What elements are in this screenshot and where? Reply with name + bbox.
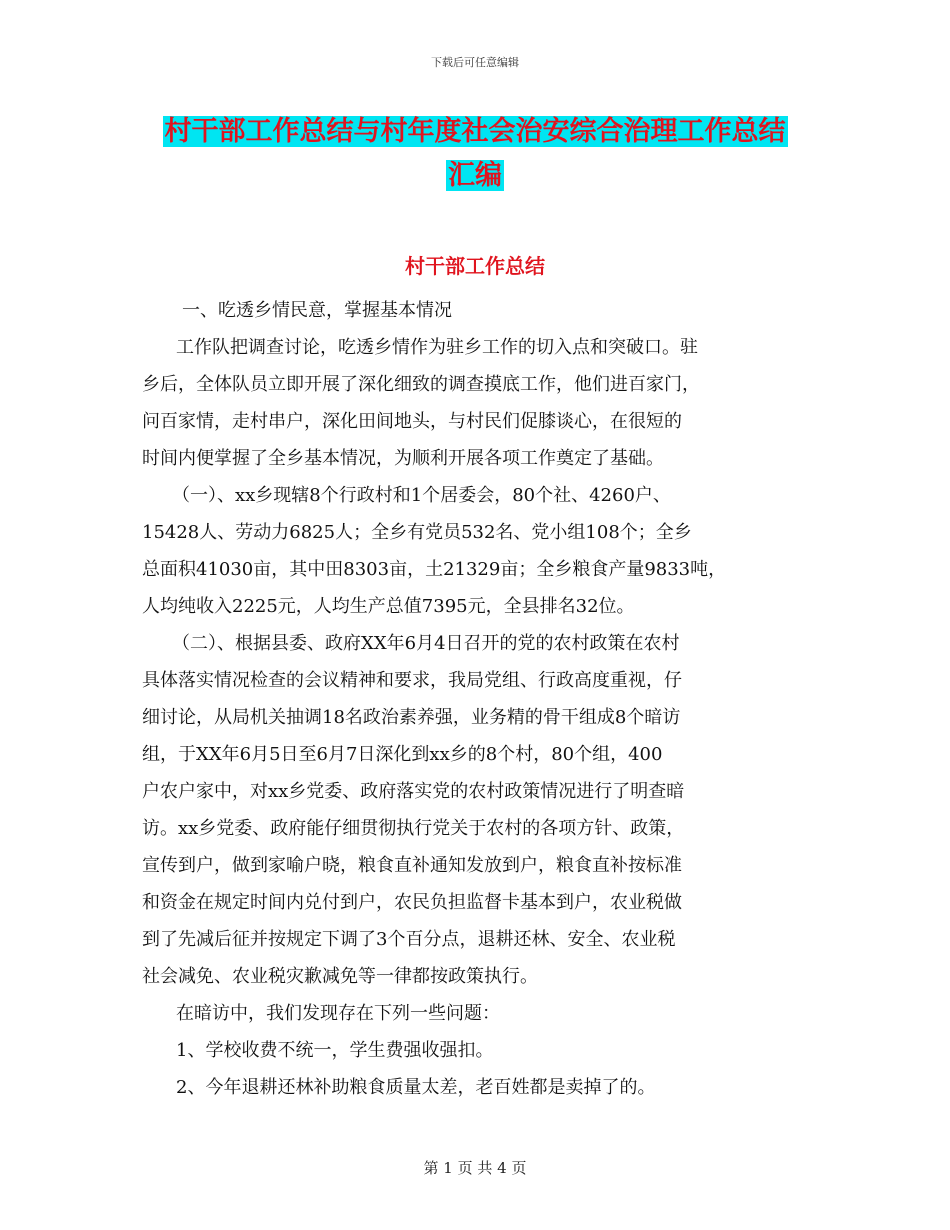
document-title-line-1: 村干部工作总结与村年度社会治安综合治理工作总结	[164, 116, 786, 147]
paragraph-line: 具体落实情况检查的会议精神和要求，我局党组、行政高度重视，仔	[142, 670, 682, 691]
paragraph-line: 2、今年退耕还林补助粮食质量太差，老百姓都是卖掉了的。	[176, 1077, 656, 1098]
paragraph-line: 人均纯收入2225元，人均生产总值7395元，全县排名32位。	[142, 596, 635, 617]
paragraph-line: 在暗访中，我们发现存在下列一些问题：	[176, 1003, 500, 1024]
paragraph-line: 和资金在规定时间内兑付到户，农民负担监督卡基本到户，农业税做	[142, 892, 682, 913]
paragraph-line: （二）、根据县委、政府XX年6月4日召开的党的农村政策在农村	[172, 633, 680, 654]
page-header-note: 下载后可任意编辑	[431, 56, 519, 69]
paragraph-line: 问百家情，走村串户，深化田间地头，与村民们促膝谈心，在很短的	[142, 411, 682, 432]
paragraph-line: 总面积41030亩，其中田8303亩，土21329亩；全乡粮食产量9833吨，	[142, 559, 727, 580]
paragraph-line: 社会减免、农业税灾歉减免等一律都按政策执行。	[142, 966, 538, 987]
paragraph-line: 时间内便掌握了全乡基本情况，为顺利开展各项工作奠定了基础。	[142, 448, 664, 469]
paragraph-line: （一）、xx乡现辖8个行政村和1个居委会，80个社、4260户、	[172, 485, 671, 506]
document-title	[0, 110, 950, 198]
paragraph-line: 15428人、劳动力6825人；全乡有党员532名、党小组108个；全乡	[142, 522, 692, 543]
section-title: 村干部工作总结	[405, 254, 545, 278]
paragraph-line: 1、学校收费不统一，学生费强收强扣。	[176, 1040, 494, 1061]
paragraph-line: 到了先减后征并按规定下调了3个百分点，退耕还林、安全、农业税	[142, 929, 676, 950]
paragraph-line: 工作队把调查讨论，吃透乡情作为驻乡工作的切入点和突破口。驻	[176, 337, 698, 358]
body-text	[142, 292, 812, 1106]
document-title-line-2: 汇编	[448, 160, 502, 191]
paragraph-line: 一、吃透乡情民意，掌握基本情况	[182, 300, 452, 321]
paragraph-line: 细讨论，从局机关抽调18名政治素养强，业务精的骨干组成8个暗访	[142, 707, 681, 728]
paragraph-line: 组，于XX年6月5日至6月7日深化到xx乡的8个村，80个组，400	[142, 744, 663, 765]
page-number-footer: 第 1 页 共 4 页	[423, 1159, 527, 1177]
paragraph-line: 访。xx乡党委、政府能仔细贯彻执行党关于农村的各项方针、政策，	[142, 818, 685, 839]
paragraph-line: 乡后，全体队员立即开展了深化细致的调查摸底工作，他们进百家门，	[142, 374, 700, 395]
paragraph-line: 户农户家中，对xx乡党委、政府落实党的农村政策情况进行了明查暗	[142, 781, 685, 802]
paragraph-line: 宣传到户，做到家喻户晓，粮食直补通知发放到户，粮食直补按标准	[142, 855, 682, 876]
